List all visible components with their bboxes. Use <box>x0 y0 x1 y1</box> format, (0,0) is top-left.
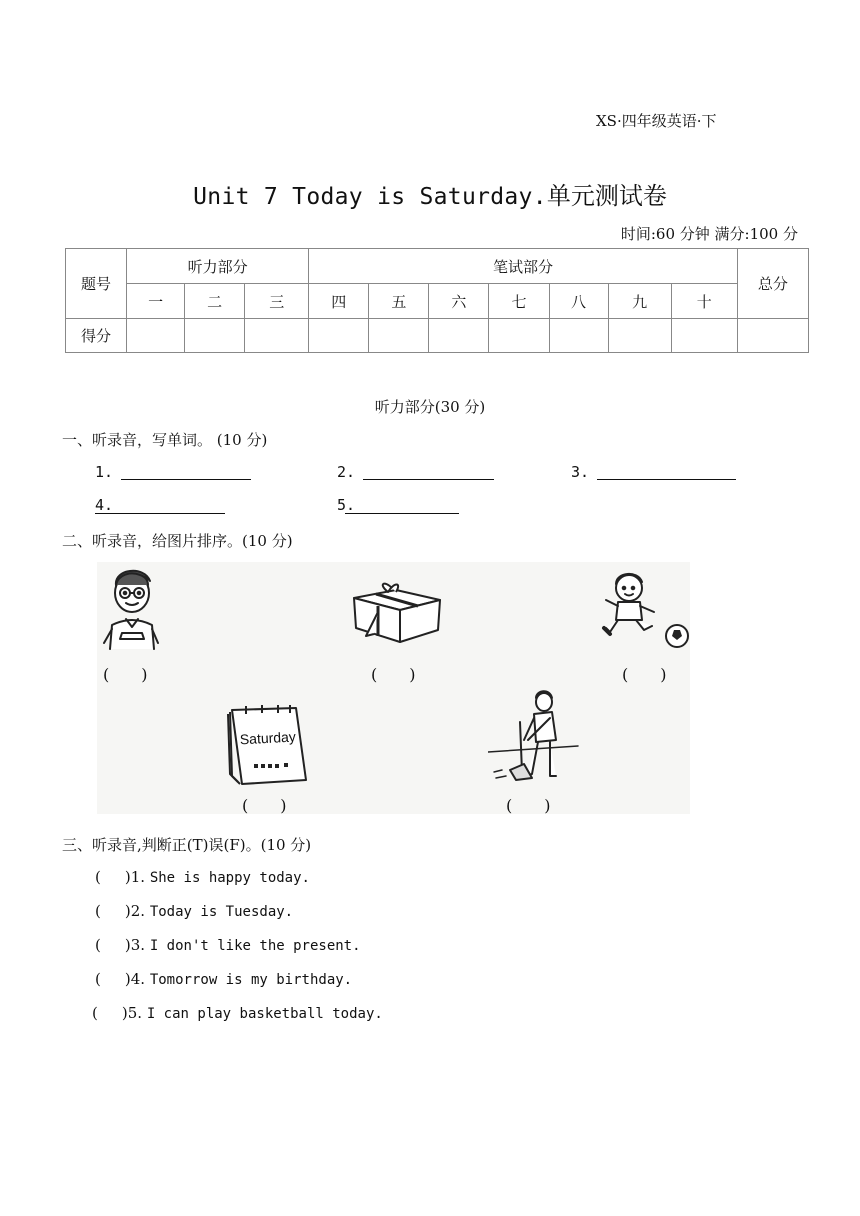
blank-2-line[interactable] <box>363 479 494 480</box>
question-number: 十 <box>671 284 737 319</box>
row-label-score: 得分 <box>66 319 127 353</box>
score-cell[interactable] <box>549 319 608 353</box>
answer-paren-2[interactable]: ( ) <box>371 665 416 684</box>
score-cell[interactable] <box>489 319 549 353</box>
blank-5-label: 5. <box>337 496 356 514</box>
score-cell[interactable] <box>737 319 808 353</box>
score-cell[interactable] <box>608 319 671 353</box>
page-title <box>0 176 860 211</box>
tf-open-paren[interactable]: ( <box>95 970 101 988</box>
blank-3-label: 3. <box>571 463 590 481</box>
title-chinese: 单元测试卷 <box>546 182 667 210</box>
calendar-picture <box>226 702 312 786</box>
tf-open-paren[interactable]: ( <box>95 868 101 886</box>
blank-2-label: 2. <box>337 463 356 481</box>
tf-statement: Today is Tuesday. <box>149 904 294 920</box>
tf-number: )4. <box>124 970 146 988</box>
tf-open-paren[interactable]: ( <box>95 902 101 920</box>
tf-number: )1. <box>124 868 146 886</box>
score-cell[interactable] <box>369 319 429 353</box>
header-tag: XS·四年级英语·下 <box>596 112 717 130</box>
score-cell[interactable] <box>185 319 245 353</box>
question-number: 八 <box>549 284 608 319</box>
blank-4-line[interactable] <box>95 513 225 514</box>
question-number: 三 <box>245 284 309 319</box>
tf-statement: I can play basketball today. <box>146 1006 383 1022</box>
answer-paren-5[interactable]: ( ) <box>506 796 551 815</box>
listening-section-header: 听力部分(30 分) <box>374 398 486 416</box>
blank-1-line[interactable] <box>121 479 251 480</box>
blank-4-label: 4. <box>95 496 114 514</box>
score-cell[interactable] <box>309 319 369 353</box>
question-number: 九 <box>608 284 671 319</box>
score-cell[interactable] <box>127 319 185 353</box>
question-number: 二 <box>185 284 245 319</box>
blank-1-label: 1. <box>95 463 114 481</box>
tf-number: )5. <box>121 1004 143 1022</box>
question-number: 五 <box>369 284 429 319</box>
boy-playing-football-picture <box>600 570 692 652</box>
question-number: 六 <box>429 284 489 319</box>
score-cell[interactable] <box>429 319 489 353</box>
gift-box-picture <box>348 578 444 648</box>
tf-number: )2. <box>124 902 146 920</box>
calendar-label: Saturday <box>239 728 297 748</box>
question-number: 四 <box>309 284 369 319</box>
tf-number: )3. <box>124 936 146 954</box>
tf-item-1 <box>95 868 310 886</box>
tf-open-paren[interactable]: ( <box>92 1004 98 1022</box>
tf-item-3 <box>95 936 361 954</box>
score-cell[interactable] <box>671 319 737 353</box>
boy-sweeping-picture <box>488 688 586 786</box>
row-label-number: 题号 <box>66 249 127 319</box>
blank-3-line[interactable] <box>597 479 736 480</box>
question-number: 七 <box>489 284 549 319</box>
tf-statement: Tomorrow is my birthday. <box>149 972 353 988</box>
tf-statement: She is happy today. <box>149 870 310 886</box>
answer-paren-1[interactable]: ( ) <box>103 665 148 684</box>
tf-item-4 <box>95 970 352 988</box>
tf-open-paren[interactable]: ( <box>95 936 101 954</box>
exam-info: 时间:60 分钟 满分:100 分 <box>620 225 798 243</box>
tf-item-5 <box>92 1004 383 1022</box>
tf-statement: I don't like the present. <box>149 938 361 954</box>
blank-5-line[interactable] <box>345 513 459 514</box>
writing-part-header: 笔试部分 <box>309 249 738 284</box>
score-cell[interactable] <box>245 319 309 353</box>
answer-paren-3[interactable]: ( ) <box>622 665 667 684</box>
title-english: Unit 7 Today is Saturday. <box>193 184 547 210</box>
total-header: 总分 <box>737 249 808 319</box>
answer-paren-4[interactable]: ( ) <box>242 796 287 815</box>
score-table <box>65 248 809 353</box>
tf-item-2 <box>95 902 293 920</box>
boy-talking-picture <box>100 563 164 651</box>
section2-title: 二、听录音，给图片排序。(10 分) <box>62 532 293 550</box>
section1-title: 一、听录音，写单词。 (10 分) <box>62 431 268 449</box>
section3-title: 三、听录音,判断正(T)误(F)。(10 分) <box>62 836 312 854</box>
question-number: 一 <box>127 284 185 319</box>
listening-part-header: 听力部分 <box>127 249 309 284</box>
